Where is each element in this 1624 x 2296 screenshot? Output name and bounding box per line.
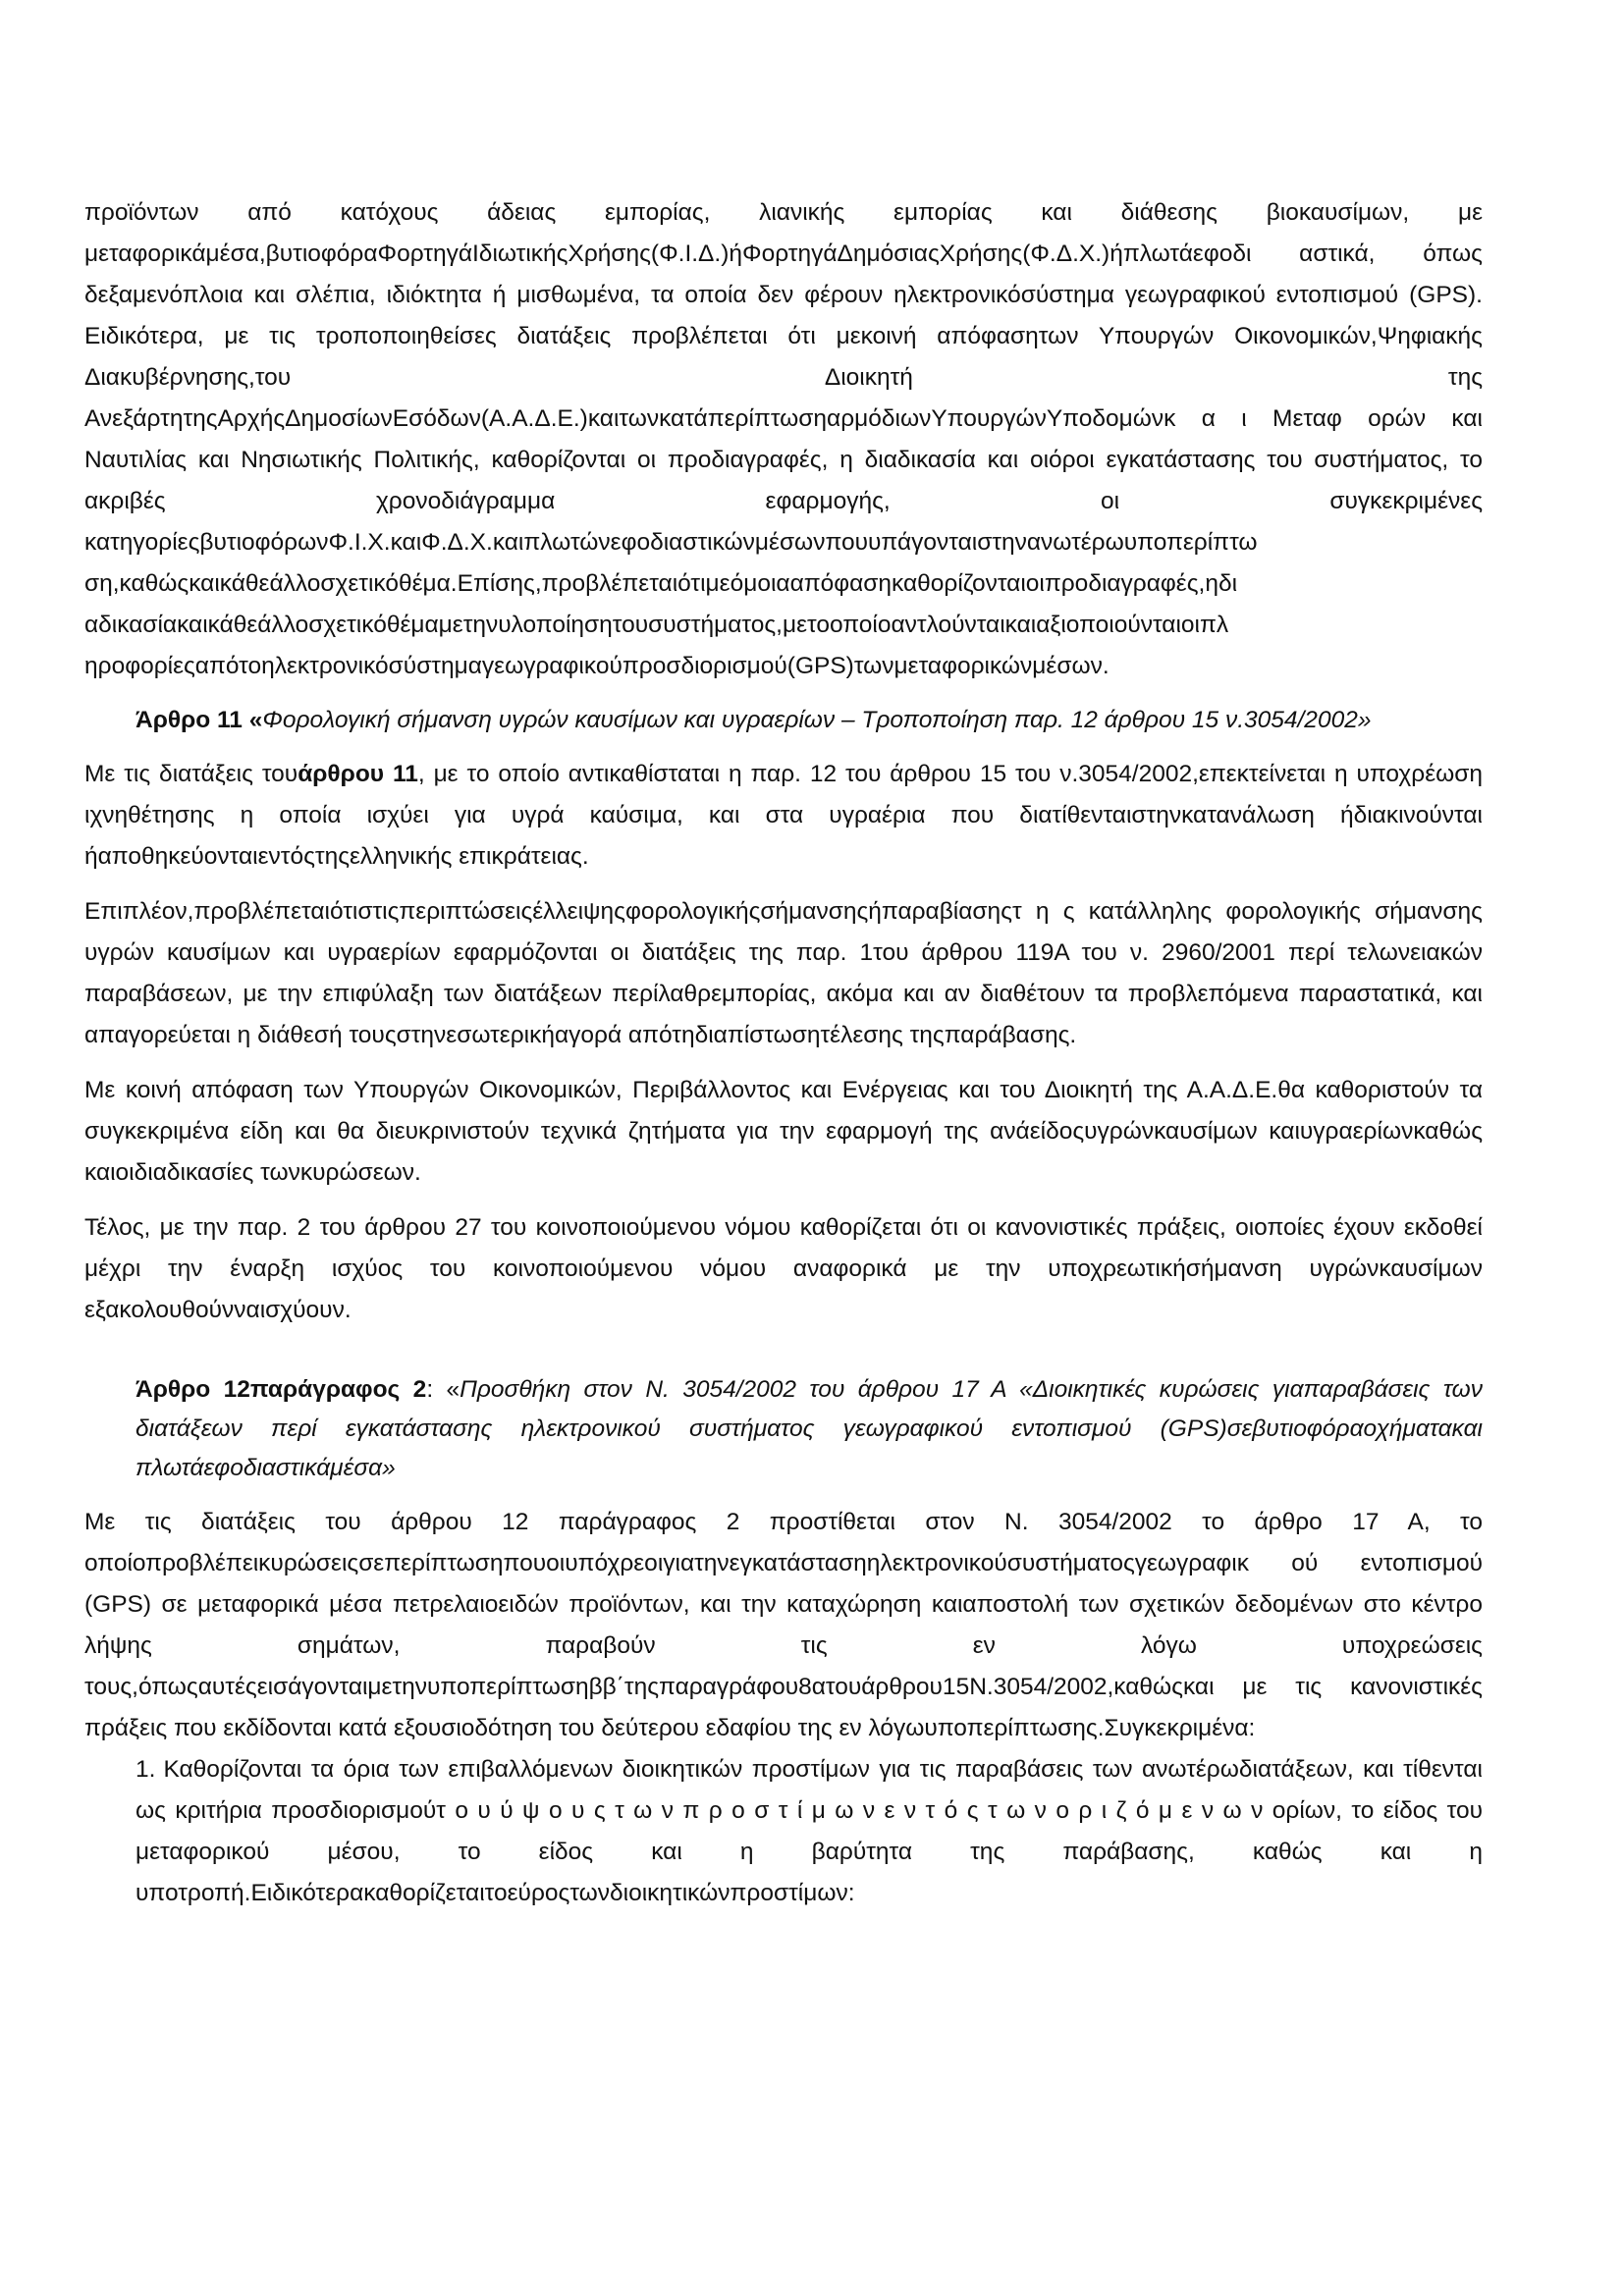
article-11-p1-ref: άρθρου 11 [298,761,418,787]
article-12-heading [135,1370,1483,1488]
article-11-paragraph-3: Με κοινή απόφαση των Υπουργών Οικονομικών, Περιβάλλοντος και Ενέργειας και του Διοικητή της Α.Α.Δ.Ε.θα καθοριστούν τα συγκεκριμένα είδη και θα διευκρινιστούν τεχνικά ζητήματα για την εφαρμογή της ανάείδοςυγρώνκαυσίμων καιυγραερίωνκαθώς καιοιδιαδικασίες τωνκυρώσεων. [84,1077,1483,1186]
article-12-paragraph-1: Με τις διατάξεις του άρθρου 12 παράγραφος 2 προστίθεται στον Ν. 3054/2002 το άρθρο 17 Α, το οποίοπροβλέπεικυρώσειςσεπερίπτωσηπουοιυπόχρεοιγιατηνεγκατάστασηηλεκτρονικούσυστήματοςγεωγραφικ ού εντοπισμού (GPS) σε μεταφορικά μέσα πετρελαιοειδών προϊόντων, και την καταχώρηση καιαποστολή των σχετικών δεδομένων στο κέντρο λήψης σημάτων, παραβούν τις εν λόγω υποχρεώσεις τους,όπωςαυτέςεισάγονταιμετηνυποπερίπτωσηββ΄τηςπαραγράφου8ατουάρθρου15Ν.3054/2002,καθώςκαι με τις κανονιστικές πράξεις που εκδίδονται κατά εξουσιοδότηση του δεύτερου εδαφίου της εν λόγωυποπερίπτωσης.Συγκεκριμένα: [84,1509,1483,1741]
list-item-number: 1. [135,1756,156,1783]
article-11-paragraph-2: Επιπλέον,προβλέπεταιότιστιςπεριπτώσειςέλλειψηςφορολογικήςσήμανσηςήπαραβίασηςτ η ς κατάλληλης φορολογικής σήμανσης υγρών καυσίμων και υγραερίων εφαρμόζονται οι διατάξεις της παρ. 1του άρθρου 119Α του ν. 2960/2001 περί τελωνειακών παραβάσεων, με την επιφύλαξη των διατάξεων περίλαθρεμπορίας, ακόμα και αν διαθέτουν τα προβλεπόμενα παραστατικά, και απαγορεύεται η διάθεσή τουςστηνεσωτερικήαγορά απότηδιαπίστωσητέλεσης τηςπαράβασης. [84,898,1483,1048]
article-11-heading-number: Άρθρο 11 « [135,707,263,733]
article-12-heading-number: Άρθρο 12παράγραφος 2 [135,1376,427,1403]
document-body [84,192,1483,1914]
intro-paragraph: προϊόντων από κατόχους άδειας εμπορίας, λιανικής εμπορίας και διάθεσης βιοκαυσίμων, με μεταφορικάμέσα,βυτιοφόραΦορτηγάΙδιωτικήςΧρήσης(Φ.Ι.Δ.)ήΦορτηγάΔημόσιαςΧρήσης(Φ.Δ.Χ.)ήπλωτάεφοδι αστικά, όπως δεξαμενόπλοια και σλέπια, ιδιόκτητα ή μισθωμένα, τα οποία δεν φέρουν ηλεκτρονικόσύστημα γεωγραφικού εντοπισμού (GPS). Ειδικότερα, με τις τροποποιηθείσες διατάξεις προβλέπεται ότι μεκοινή απόφασητων Υπουργών Οικονομικών,Ψηφιακής Διακυβέρνησης,του Διοικητή της ΑνεξάρτητηςΑρχήςΔημοσίωνΕσόδων(Α.Α.Δ.Ε.)καιτωνκατάπερίπτωσηαρμόδιωνΥπουργώνΥποδομώνκ α ι Μεταφ ορών και Ναυτιλίας και Νησιωτικής Πολιτικής, καθορίζονται οι προδιαγραφές, η διαδικασία και οιόροι εγκατάστασης του συστήματος, το ακριβές χρονοδιάγραμμα εφαρμογής, οι συγκεκριμένες κατηγορίεςβυτιοφόρωνΦ.Ι.Χ.καιΦ.Δ.Χ.καιπλωτώνεφοδιαστικώνμέσωνπουυπάγονταιστηνανωτέρωυποπερίπτω ση,καθώςκαικάθεάλλοσχετικόθέμα.Επίσης,προβλέπεταιότιμεόμοιααπόφασηκαθορίζονταιοιπροδιαγραφές,ηδι αδικασίακαικάθεάλλοσχετικόθέμαμετηνυλοποίησητουσυστήματος,μετοοποίοαντλούνταικαιαξιοποιούνταιοιπλ ηροφορίεςαπότοηλεκτρονικόσύστημαγεωγραφικούπροσδιορισμού(GPS)τωνμεταφορικώνμέσων. [84,199,1483,679]
article-12-heading-sep: : « [426,1376,460,1403]
article-11-paragraph-1 [84,754,1483,878]
article-11-p1-rest: , με το οποίο αντικαθίσταται η παρ. 12 του άρθρου 15 του ν.3054/2002,επεκτείνεται η υποχρέωση ιχνηθέτησης η οποία ισχύει για υγρά καύσιμα, και στα υγραέρια που διατίθενταιστηνκατανάλωση ήδιακινούνται ήαποθηκεύονταιεντόςτηςελληνικής επικράτειας. [84,761,1483,870]
article-11-paragraph-4: Τέλος, με την παρ. 2 του άρθρου 27 του κοινοποιούμενου νόμου καθορίζεται ότι οι κανονιστικές πράξεις, οιοποίες έχουν εκδοθεί μέχρι την έναρξη ισχύος του κοινοποιούμενου νόμου αναφορικά με την υποχρεωτικήσήμανση υγρώνκαυσίμων εξακολουθούνναισχύουν. [84,1214,1483,1323]
list-item-text: Καθορίζονται τα όρια των επιβαλλόμενων διοικητικών προστίμων για τις παραβάσεις των ανωτέρωδιατάξεων, και τίθενται ως κριτήρια προσδιορισμούτ ο υ ύ ψ ο υ ς τ ω ν π ρ ο σ τ ί μ ω ν ε ν τ ό ς τ ω ν ο ρ ι ζ ό μ ε ν ω ν ορίων, το είδος του μεταφορικού μέσου, το είδος και η βαρύτητα της παράβασης, καθώς και η υποτροπή.Ειδικότερακαθορίζεταιτοεύροςτωνδιοικητικώνπροστίμων: [135,1756,1483,1906]
article-11-p1-lead: Με τις διατάξεις του [84,761,298,787]
article-11-heading [135,701,1483,740]
article-12-heading-title: Προσθήκη στον Ν. 3054/2002 του άρθρου 17 Α «Διοικητικές κυρώσεις γιαπαραβάσεις των διατάξεων περί εγκατάστασης ηλεκτρονικού συστήματος γεωγραφικού εντοπισμού (GPS)σεβυτιοφόραοχήματακαι πλωτάεφοδιαστικάμέσα» [135,1376,1483,1481]
list-item [135,1749,1483,1914]
article-11-heading-title: Φορολογική σήμανση υγρών καυσίμων και υγραερίων – Τροποποίηση παρ. 12 άρθρου 15 ν.3054/2002» [262,707,1372,733]
article-12-list [84,1749,1483,1914]
